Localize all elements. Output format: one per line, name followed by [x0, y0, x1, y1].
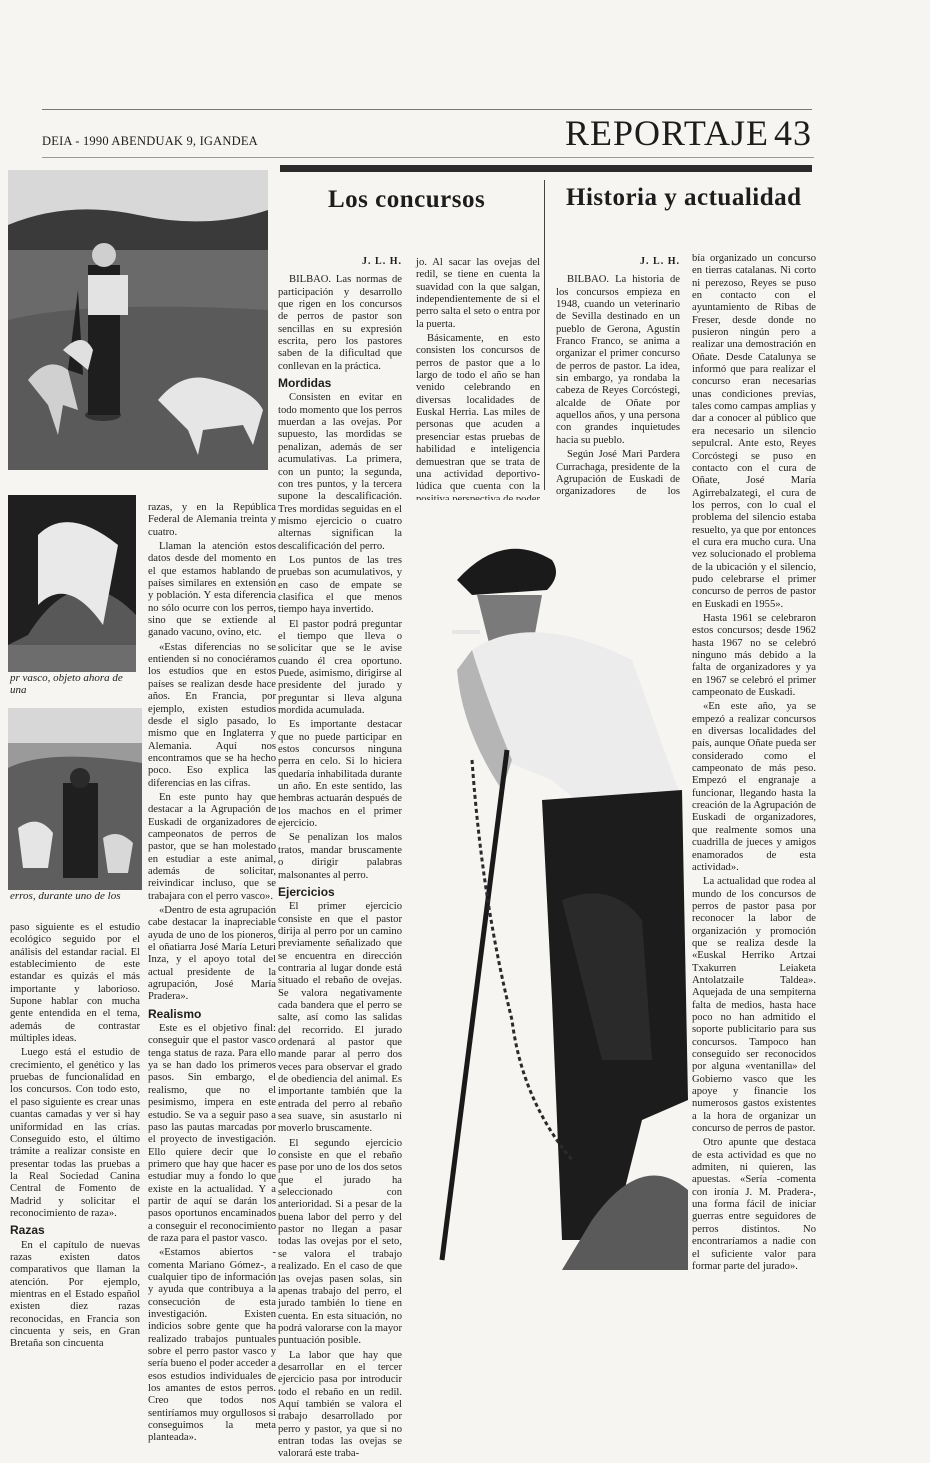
- byline: J. L. H.: [362, 256, 402, 267]
- header-underline: [42, 157, 814, 158]
- article-title-historia: Historia y actualidad: [566, 184, 802, 211]
- paragraph: jo. Al sacar las ovejas del redil, se tiene en cuenta la suavidad con la que salgan, independientemente de si el perro salta el seto o entra por la puerta.: [416, 257, 540, 330]
- photo-contest: [8, 708, 142, 891]
- paragraph: Básicamente, en esto consisten los concursos de perros de pastor que a lo largo de todo el año se han venido celebrando en diversas localidades de Euskal Herria. Las miles de personas que acuden a presenciar estas pruebas de habilidad e inteligencia demuestran que se trata de una actividad deportivo-lúdica que cuenta con la: [416, 333, 540, 493]
- column-far-left: [10, 922, 140, 1353]
- photo-caption-middle: pr vasco, objeto ahora de una: [8, 672, 141, 696]
- paragraph: Consisten en evitar en todo momento que los perros muerdan a las ovejas. Por supuesto, las mordidas se penalizan, además de ser acumulativas. La primera, con un punto; la segunda, con tres puntos, y la tercera supone la descalificación. Tres mordidas seguidas en el mismo ejercicio o cuatro alternas significan la descalificación del perro.: [278, 392, 402, 552]
- paragraph: El segundo ejercicio consiste en que el rebaño pase por uno de los dos setos que el jurado ha seleccionado con anterioridad. Si a pesar de la buena labor del perro y del pastor no llegan a pasar todas las ovejas por el seto, se valora el trabajo realizado. En el caso de que las ovejas pasen solas, sin apenas trabajo del perro, el jurado también lo tiene en cuenta. En esta situación, no podrá valorarse con la mayor puntuación posible.: [278, 1137, 402, 1347]
- paragraph: Otro apunte que destaca de esta actividad es que no admiten, ni quieren, las apuestas. «Sería -comenta con ironía J. M. Pradera-, una forma fácil de iniciar guerras entre seguidores de perros distintos. No encontraríamos a nadie con el suficiente valor para formar parte del jurado».: [692, 1137, 816, 1272]
- paragraph: BILBAO. Las normas de participación y desarrollo que rigen en los concursos de perros de pastor son sencillas en su expresión escrita, pero los pastores saben de la dificultad que conllevan en la práctica.: [278, 274, 402, 372]
- paragraph: Este es el objetivo final: conseguir que el pastor vasco tenga status de raza. Para ello ya se han dado los primeros pasos. Sin embargo, el realismo, que no el pesimismo, impera en este estudio. Se va a seguir paso a paso las pautas marcadas por el proyecto de investigación. Ello quiere decir que lo primero que hay que hacer es estudiar muy a fondo lo que existe en la actualidad. Y a partir de aquí se darán los pasos oportunos encaminados a conseguir el reconocimiento de raza para el pastor vasco.: [148, 1023, 276, 1244]
- column-b: [278, 256, 402, 1463]
- title-divider: [544, 180, 545, 490]
- paragraph: Los puntos de las tres pruebas son acumulativos, y en caso de empate se clasifica el que menos tiempo haya invertido.: [278, 554, 402, 616]
- paragraph: paso siguiente es el estudio ecológico seguido por el análisis del estandar racial. El establecimiento de este estandar es quizás el más importante y laborioso. Supone hablar con mucha gente entendida en el tema, además de contrastar múltiples ideas.: [10, 922, 140, 1045]
- subheading-ejercicios: Ejercicios: [278, 884, 335, 899]
- subheading-razas: Razas: [10, 1223, 45, 1238]
- section-heading: [565, 112, 812, 154]
- paragraph: Hasta 1961 se celebraron estos concursos; desde 1962 hasta 1967 no se celebró ninguno más debido a la falta de organizadores y ya en 1967 se celebró el primer campeonato de Euskadi.: [692, 612, 816, 699]
- section-name: REPORTAJE: [565, 113, 769, 153]
- photo-shepherd-middle: [8, 495, 136, 690]
- subheading-realismo: Realismo: [148, 1006, 202, 1021]
- paragraph: Según José Mari Pardera Currachaga, presidente de la Agrupación de Euskadi de organizadores de los: [556, 449, 680, 498]
- paragraph: El pastor podrá preguntar el tiempo que lleva o solicitar que se le avise cuando él crea oportuno. Puede, asimismo, dirigirse al presidente del jurado y preguntar si lleva alguna mordida acumulada.: [278, 618, 402, 717]
- paragraph: En este punto hay que destacar a la Agrupación de Euskadi de organizadores de campeonatos de perros de pastor, que se han molestado en estudiar a este animal, además de solicitar, reivindicar incluso, que se trabajara con el perro vasco».: [148, 791, 276, 902]
- paragraph: Llaman la atención estos datos desde del momento en el que estamos hablando de países similares en extensión y población. Y esta diferencia no sólo ocurre con los perros, sino que se extiende al ganado vacuno, ovino, etc.: [148, 541, 276, 639]
- paragraph: «Estamos abiertos -comenta Mariano Gómez-, a cualquier tipo de información y ayuda que contribuya a la consecución de esta investigación. Existen indicios sobre gente que ha realizado trabajos puntuales sobre el perro pastor vasco y sería bueno el poder acceder a esos estudios individuales de los amantes de estos perros. Creo que todos nos sentiríamos muy orgullosos si conseguimos la meta planteada».: [148, 1247, 276, 1444]
- byline: J. L. H.: [640, 256, 680, 267]
- page-number: 43: [773, 113, 812, 153]
- paragraph: razas, y en la República Federal de Alemania treinta y cuatro.: [148, 502, 276, 538]
- paragraph: «Estas diferencias no se entienden si no conociéramos los estudios que en estos países se realizan desde hace años. En Francia, por ejemplo, existen estudios desde el siglo pasado, lo mismo que en Inglaterra y Alemania. Aquí nos encontramos que se ha hecho poco. Eso explica las diferencias en las cifras.: [148, 641, 276, 789]
- column-e: [692, 253, 816, 1275]
- paragraph: Es importante destacar que no puede participar en estos concursos ninguna perra en celo. Si lo hiciera quedaría inhabilitada durante un año. En este sentido, las hembras actuarán después de los machos en el primer ejercicio.: [278, 719, 402, 830]
- subheading-mordidas: Mordidas: [278, 376, 332, 391]
- paragraph: La labor que hay que desarrollar en el tercer ejercicio pasa por introducir todo el rebaño en un redil. Aquí también se valora el trabajo desarrollado por perro y pastor, ya que si no entran todas las ovejas se valorará este traba-: [278, 1349, 402, 1460]
- paragraph: BILBAO. La historia de los concursos empieza en 1948, cuando un veterinario de Sevilla destinado en un pueblo de Gerona, Agustín Franco Franco, se anima a organizar el primer concurso de perros de pastor. La idea, sin embargo, ya rondaba la cabeza de Reyes Corcóstegi, alcalde de Oñate por aquellos años, y una persona con grandes inquietudes hacia su pueblo.: [556, 274, 680, 446]
- paragraph: Luego está el estudio de crecimiento, el genético y las pruebas de funcionalidad en los concursos. Con todo esto, el paso siguiente es crear unas cuantas camadas y ver si hay uniformidad en las crías. Conseguido esto, el último trámite a realizar consiste en presentar todas las pruebas a la Real Sociedad Canina Central de Fomento de Madrid y solicitar el reconocimiento de raza».: [10, 1047, 140, 1219]
- paragraph: Se penalizan los malos tratos, mandar bruscamente o dirigir palabras malsonantes al perro.: [278, 832, 402, 881]
- photo-shepherd-portrait: [412, 500, 688, 1270]
- photo-caption-bottom: erros, durante uno de los: [8, 890, 142, 902]
- paragraph: «Dentro de esta agrupación cabe destacar la inapreciable ayuda de uno de los pioneros, el oñatiarra José María Leturi Inza, y el apoyo total del actual presidente de la agrupación, José María Pradera».: [148, 905, 276, 1003]
- photo-shepherd-dogs: [8, 170, 268, 470]
- title-rule: [280, 165, 812, 172]
- paragraph: El primer ejercicio consiste en que el pastor dirija al perro por un camino previamente señalizado que se encuentra en dirección contraria al lugar donde está situado el rebaño de ovejas. Se valora negativamente cada bandera que el perro se salte, así como las salidas del recorrido. El jurado ordenará al pastor que mande parar al perro dos veces para observar el grado de obediencia del animal. Es importante también que la entrada del perro al rebaño sea suave, sin asustarlo ni moverlo bruscamente.: [278, 901, 402, 1135]
- paragraph: bía organizado un concurso en tierras catalanas. Ni corto ni perezoso, Reyes se puso en contacto con el ayuntamiento de Ribas de Freser, desde donde no pusieron ningún pero a realizar una demostración en Oñate. Desde Catalunya se informó que para realizar el concurso eran necesarias unas condiciones previas, tales como campas amplias y dar a conocer al público que era necesario un silencio sepulcral. Ante esto, Reyes Corcóstegi se puso en contacto con el cura de Oñate, José María Agirrebalzategi, el cura de los perros, con lo cual el problema del silencio estaba resuelto, ya que por entonces el cura era mucho cura. Una vez solucionado el problema de la ubicación y el silencio, pudo celebrarse el primer concurso de perros de pastor en Euskadi en 1955».: [692, 253, 816, 610]
- paragraph: La actualidad que rodea al mundo de los concursos de perros de pastor pasa por reconocer la labor de organización y promoción que se realiza desde la «Euskal Herriko Artzai Txakurren Leiaketa Antolatzaile Taldea». Aquejada de una sempiterna falta de medios, hasta hace poco no han admitido el soporte publicitario para sus concursos. Tampoco han conseguido ser reconocidos por alguna «ventanilla» del Gobierno vasco que les apoye y financie los numerosos gastos existentes a la hora de organizar un concurso de perros de pastor.: [692, 876, 816, 1135]
- paragraph: «En este año, ya se empezó a realizar concursos en diversas localidades del país, aunque Oñate pueda ser considerado como el campeonato de más peso. Empezó el engranaje a funcionar, llegando hasta la creación de la Agrupación de Euskadi de organizadores, que realmente somos una cuadrilla de jueces y amigos enamorados de esta actividad».: [692, 701, 816, 873]
- column-a: [148, 502, 276, 1447]
- paragraph: En el capítulo de nuevas razas existen datos comparativos que llaman la atención. Por ejemplo, mientras en el Estado español existen diez razas reconocidas, en Francia son cincuenta y seis, en Gran Bretaña son cincuenta: [10, 1239, 140, 1350]
- header-rule: [42, 109, 812, 110]
- header-dateline: DEIA - 1990 ABENDUAK 9, IGANDEA: [42, 134, 258, 148]
- article-title-concursos: Los concursos: [328, 186, 486, 213]
